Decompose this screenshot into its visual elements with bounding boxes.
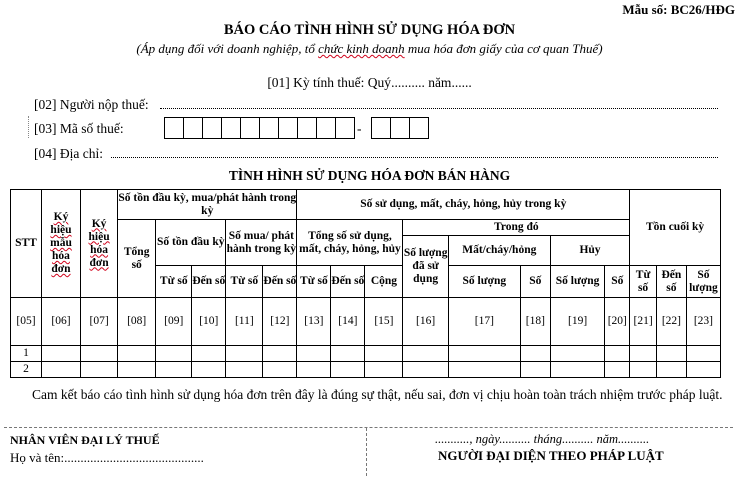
table-cell[interactable] bbox=[226, 346, 263, 362]
column-code: [21] bbox=[630, 298, 657, 346]
table-cell[interactable] bbox=[297, 362, 331, 378]
table-cell[interactable] bbox=[297, 346, 331, 362]
column-code: [23] bbox=[686, 298, 720, 346]
column-code: [05] bbox=[11, 298, 42, 346]
header-opening-to: Đến số bbox=[192, 266, 226, 298]
header-opening-from: Từ số bbox=[156, 266, 192, 298]
report-title: BÁO CÁO TÌNH HÌNH SỬ DỤNG HÓA ĐƠN bbox=[223, 22, 516, 38]
header-used-total: Tổng số sử dụng, mất, cháy, hỏng, hủy bbox=[297, 220, 403, 266]
tax-code-box[interactable] bbox=[335, 117, 355, 139]
table-cell[interactable] bbox=[41, 362, 80, 378]
header-lost-number: Số bbox=[520, 266, 550, 298]
column-code: [13] bbox=[297, 298, 331, 346]
tax-code-box[interactable] bbox=[164, 117, 184, 139]
table-cell[interactable] bbox=[365, 362, 403, 378]
table-cell[interactable] bbox=[81, 346, 118, 362]
table-cell[interactable] bbox=[365, 346, 403, 362]
agent-name-label: Họ và tên: bbox=[10, 450, 65, 465]
table-cell[interactable] bbox=[263, 346, 297, 362]
header-cancelled: Hủy bbox=[550, 236, 629, 266]
tax-code-box[interactable] bbox=[278, 117, 298, 139]
period-quarter-blank[interactable]: .......... bbox=[391, 75, 425, 90]
tax-code-boxes-branch[interactable] bbox=[372, 117, 429, 139]
table-cell[interactable] bbox=[686, 362, 720, 378]
column-code: [14] bbox=[331, 298, 365, 346]
table-cell[interactable] bbox=[630, 346, 657, 362]
tax-code-box[interactable] bbox=[240, 117, 260, 139]
table-cell[interactable] bbox=[448, 346, 520, 362]
header-of-which: Trong đó bbox=[403, 220, 630, 236]
taxpayer-label: [02] Người nộp thuế: bbox=[34, 97, 149, 112]
period-label: [01] Kỳ tính thuế: Quý bbox=[267, 75, 392, 90]
header-cancelled-number: Số bbox=[605, 266, 630, 298]
header-stt: STT bbox=[11, 190, 42, 298]
table-cell[interactable] bbox=[630, 362, 657, 378]
invoice-usage-table bbox=[10, 189, 721, 378]
header-opening-group: Số tồn đầu kỳ, mua/phát hành trong kỳ bbox=[118, 190, 297, 220]
period-year-blank[interactable]: ...... bbox=[451, 75, 472, 90]
header-lost: Mất/cháy/hỏng bbox=[448, 236, 550, 266]
table-cell[interactable] bbox=[118, 362, 156, 378]
table-cell[interactable] bbox=[156, 362, 192, 378]
header-purchased-to: Đến số bbox=[263, 266, 297, 298]
tax-code-box[interactable] bbox=[202, 117, 222, 139]
table-cell[interactable] bbox=[156, 346, 192, 362]
table-title: TÌNH HÌNH SỬ DỤNG HÓA ĐƠN BÁN HÀNG bbox=[228, 168, 511, 183]
header-closing: Tồn cuối kỳ bbox=[630, 190, 721, 266]
column-code: [22] bbox=[656, 298, 686, 346]
tax-code-box[interactable] bbox=[409, 117, 429, 139]
table-cell[interactable] bbox=[520, 362, 550, 378]
tax-code-box[interactable] bbox=[297, 117, 317, 139]
table-row bbox=[11, 362, 721, 378]
agent-name-row bbox=[10, 450, 204, 466]
column-code: [12] bbox=[263, 298, 297, 346]
table-cell[interactable] bbox=[605, 346, 630, 362]
table-cell[interactable] bbox=[550, 362, 605, 378]
header-purchased-from: Từ số bbox=[226, 266, 263, 298]
header-opening-stock: Số tồn đầu kỳ bbox=[156, 220, 226, 266]
tax-code-box[interactable] bbox=[390, 117, 410, 139]
column-code: [08] bbox=[118, 298, 156, 346]
tax-code-box[interactable] bbox=[221, 117, 241, 139]
table-cell[interactable] bbox=[81, 362, 118, 378]
column-code: [06] bbox=[41, 298, 80, 346]
address-line[interactable] bbox=[111, 157, 718, 158]
table-cell[interactable] bbox=[605, 362, 630, 378]
table-cell[interactable] bbox=[550, 346, 605, 362]
column-code: [20] bbox=[605, 298, 630, 346]
agent-name-blank[interactable]: ........................................... bbox=[64, 450, 204, 465]
header-symbol-invoice: Ký hiệu hóa đơn bbox=[81, 190, 118, 298]
table-cell[interactable] bbox=[192, 346, 226, 362]
header-used-group: Số sử dụng, mất, cháy, hỏng, hủy trong kỳ bbox=[297, 190, 630, 220]
subtitle-flagged: chức kinh doanh bbox=[318, 41, 405, 56]
header-cancelled-qty: Số lượng bbox=[550, 266, 605, 298]
header-closing-qty: Số lượng bbox=[686, 266, 720, 298]
table-cell[interactable] bbox=[448, 362, 520, 378]
header-closing-from: Từ số bbox=[630, 266, 657, 298]
row-number: 2 bbox=[11, 362, 42, 378]
subtitle-open: (Áp dụng đối với doanh nghiệp, tổ bbox=[136, 41, 319, 56]
column-code: [11] bbox=[226, 298, 263, 346]
column-code: [16] bbox=[403, 298, 448, 346]
tax-code-bracket bbox=[28, 116, 30, 138]
table-cell[interactable] bbox=[331, 362, 365, 378]
address-label: [04] Địa chỉ: bbox=[34, 146, 103, 161]
report-subtitle bbox=[0, 41, 739, 57]
table-cell[interactable] bbox=[520, 346, 550, 362]
table-cell[interactable] bbox=[686, 346, 720, 362]
table-row bbox=[11, 346, 721, 362]
table-cell[interactable] bbox=[192, 362, 226, 378]
sign-date-line[interactable]: ..........., ngày.......... tháng.......... năm.......... bbox=[435, 432, 650, 446]
form-code: Mẫu số: BC26/HĐG bbox=[622, 2, 735, 17]
column-code: [19] bbox=[550, 298, 605, 346]
table-cell[interactable] bbox=[226, 362, 263, 378]
subtitle-close: mua hóa đơn giấy của cơ quan Thuế) bbox=[404, 41, 603, 56]
table-cell[interactable] bbox=[656, 346, 686, 362]
tax-code-box[interactable] bbox=[371, 117, 391, 139]
header-used-sum: Cộng bbox=[365, 266, 403, 298]
tax-code-boxes-main[interactable] bbox=[165, 117, 355, 139]
header-used-to: Đến số bbox=[331, 266, 365, 298]
header-qty-used: Số lượng đã sử dụng bbox=[403, 236, 448, 298]
column-code: [18] bbox=[520, 298, 550, 346]
header-lost-qty: Số lượng bbox=[448, 266, 520, 298]
table-cell[interactable] bbox=[403, 346, 448, 362]
header-purchased: Số mua/ phát hành trong kỳ bbox=[226, 220, 297, 266]
table-cell[interactable] bbox=[118, 346, 156, 362]
column-code: [10] bbox=[192, 298, 226, 346]
period-year-label: năm bbox=[424, 75, 452, 90]
agent-title: NHÂN VIÊN ĐẠI LÝ THUẾ bbox=[10, 433, 160, 447]
column-code: [07] bbox=[81, 298, 118, 346]
header-closing-to: Đến số bbox=[656, 266, 686, 298]
header-symbol-form: Ký hiệu mẫu hóa đơn bbox=[41, 190, 80, 298]
row-number: 1 bbox=[11, 346, 42, 362]
column-code: [17] bbox=[448, 298, 520, 346]
signature-divider bbox=[366, 428, 367, 476]
tax-code-box[interactable] bbox=[259, 117, 279, 139]
tax-code-dash: - bbox=[357, 121, 362, 136]
taxpayer-line[interactable] bbox=[160, 108, 718, 109]
table-cell[interactable] bbox=[403, 362, 448, 378]
commitment-statement: Cam kết báo cáo tình hình sử dụng hóa đơn trên đây là đúng sự thật, nếu sai, đơn vị chịu hoàn toàn trách nhiệm trước pháp luật. bbox=[32, 387, 723, 402]
table-cell[interactable] bbox=[656, 362, 686, 378]
table-cell[interactable] bbox=[331, 346, 365, 362]
column-code: [15] bbox=[365, 298, 403, 346]
tax-code-box[interactable] bbox=[316, 117, 336, 139]
tax-code-box[interactable] bbox=[183, 117, 203, 139]
table-cell[interactable] bbox=[41, 346, 80, 362]
tax-period bbox=[0, 75, 739, 91]
tax-code-label: [03] Mã số thuế: bbox=[34, 121, 124, 136]
legal-representative-title: NGƯỜI ĐẠI DIỆN THEO PHÁP LUẬT bbox=[438, 448, 664, 463]
header-used-from: Từ số bbox=[297, 266, 331, 298]
table-cell[interactable] bbox=[263, 362, 297, 378]
column-code: [09] bbox=[156, 298, 192, 346]
header-total-qty: Tổng số bbox=[118, 220, 156, 298]
